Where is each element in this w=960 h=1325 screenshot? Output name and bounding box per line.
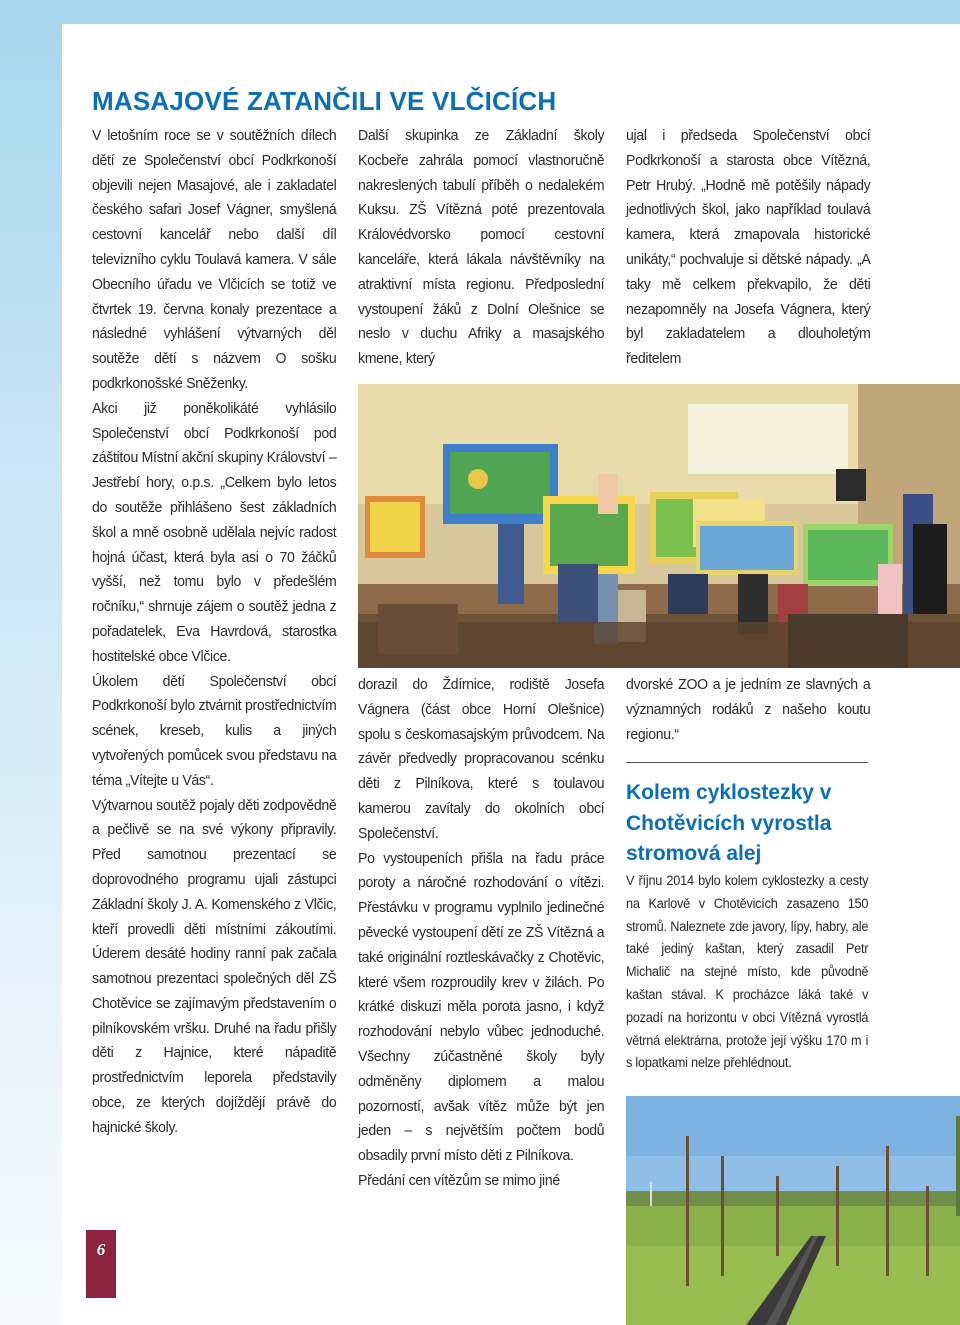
article-column-3-bottom bbox=[626, 673, 870, 747]
paragraph: V letošním roce se v soutěžních dílech dětí ze Společenství obcí Podkrkonoší objevili nejen Masajové, ale i zakladatel českého safari Josef Vágner, smyšlená cestovní kancelář nebo další díl televizního cyklu Toulavá kamera. V sále Obecního úřadu ve Vlčicích se totiž ve čtvrtek 19. června konaly prezentace a následné vyhlášení výtvarných děl soutěže dětí s názvem O sošku podkrkonošské Sněženky. bbox=[92, 127, 337, 392]
photo-children-presentation bbox=[358, 384, 960, 668]
article-column-1 bbox=[92, 124, 336, 1141]
paragraph: dvorské ZOO a je jedním ze slavných a významných rodáků z našeho koutu regionu.“ bbox=[626, 676, 871, 743]
article-column-3-top bbox=[626, 124, 870, 372]
paragraph: Úkolem dětí Společenství obcí Podkrkonoší bylo ztvárnit prostřednictvím scének, kreseb, kulis a jiných vytvořených pomůcek svou představu na téma „Vítejte u Vás“. bbox=[92, 672, 337, 789]
sidebar-body bbox=[626, 870, 868, 1075]
paragraph: Výtvarnou soutěž pojaly děti zodpovědně a pečlivě se na své výkony připravily. Před samotnou prezentací se doprovodného programu ujali zástupci Základní školy J. A. Komenského z Vlčic, kteří provedli děti místními zákoutími. Úderem desáté hodiny ranní pak začala samotnou prezentaci společných děl ZŠ Chotěvice se zajímavým představením o pilníkovském vršku. Druhé na řadu přišly děti z Hajnice, které nápaditě prostřednictvím leporela představily obce, ze kterých dojíždějí právě do hajnické školy. bbox=[92, 796, 337, 1136]
article-column-2-top bbox=[358, 124, 604, 372]
sidebar-heading: Kolem cyklostezky v Chotěvicích vyrostla stromová alej bbox=[626, 781, 832, 865]
paragraph: Po vystoupeních přišla na řadu práce poroty a náročné rozhodování o vítězi. Přestávku v programu vyplnilo jedinečné pěvecké vystoupení dětí ze ZŠ Vítězná a také originální roztleskávačky z Chotěvic, které všem rozproudily krev v žilách. Po krátké diskuzi měla porota jasno, i když rozhodování nebylo vůbec jednoduché. Všechny zúčastněné školy byly odměněny diplomem a malou pozorností, avšak vítěz může být jen jeden – s největším počtem bodů obsadily první místo děti z Pilníkova. bbox=[358, 849, 605, 1165]
paragraph: Další skupinka ze Základní školy Kocbeře zahrála pomocí vlastnoručně nakreslených tabulí příběh o nedalekém Kuksu. ZŠ Vítězná poté prezentovala Královédvorsko pomocí cestovní kanceláře, která lákala návštěvníky na atraktivní místa regionu. Předposlední vystoupení žáků z Dolní Olešnice se neslo v duchu Afriky a masajského kmene, který bbox=[358, 127, 605, 368]
article-column-2-bottom bbox=[358, 673, 604, 1194]
page-number: 6 bbox=[86, 1230, 116, 1298]
paragraph: ujal i předseda Společenství obcí Podkrkonoší a starosta obce Vítězná, Petr Hrubý. „Hodně mě potěšily nápady jednotlivých škol, jako například toulavá kamera, která zmapovala historické unikáty,“ pochvaluje si dětské nápady. „A taky mě celkem překvapilo, že děti nezapomněly na Josefa Vágnera, který byl zakladatelem a dlouholetým ředitelem bbox=[626, 127, 871, 368]
paragraph: dorazil do Ždírnice, rodiště Josefa Vágnera (část obce Horní Olešnice) spolu s českomasajským průvodcem. Na závěr předvedly propracovanou scénku děti z Pilníkova, které s toulavou kamerou zavítaly do okolních obcí Společenství. bbox=[358, 676, 605, 842]
photo-tree-alley bbox=[626, 1096, 960, 1325]
divider bbox=[626, 762, 868, 763]
paragraph: V říjnu 2014 bylo kolem cyklostezky a cesty na Karlově v Chotěvicích zasazeno 150 stromů. Naleznete zde javory, lípy, habry, ale také jediný kaštan, který zasadil Petr Michalič na stejné místo, kde původně kaštan stával. K procházce láká také v pozadí na horizontu v obci Vítězná vyrostlá větrná elektrárna, protože její výšku 170 m i s lopatkami nelze přehlédnout. bbox=[626, 873, 869, 1071]
paragraph: Předání cen vítězům se mimo jiné bbox=[358, 1171, 560, 1189]
paragraph: Akci již poněkolikáté vyhlásilo Společenství obcí Podkrkonoší pod záštitou Místní akční skupiny Království – Jestřebí hory, o.p.s. „Celkem bylo letos do soutěže přihlášeno šest základních škol a mně osobně udělala nejvíc radost hojná účast, která byla asi o 70 žáčků vyšší, než tomu bylo v předešlém ročníku,“ shrnuje zájem o soutěž jedna z pořadatelek, Eva Havrdová, starostka hostitelské obce Vlčice. bbox=[92, 399, 337, 665]
article-title: MASAJOVÉ ZATANČILI VE VLČICÍCH bbox=[92, 86, 557, 116]
